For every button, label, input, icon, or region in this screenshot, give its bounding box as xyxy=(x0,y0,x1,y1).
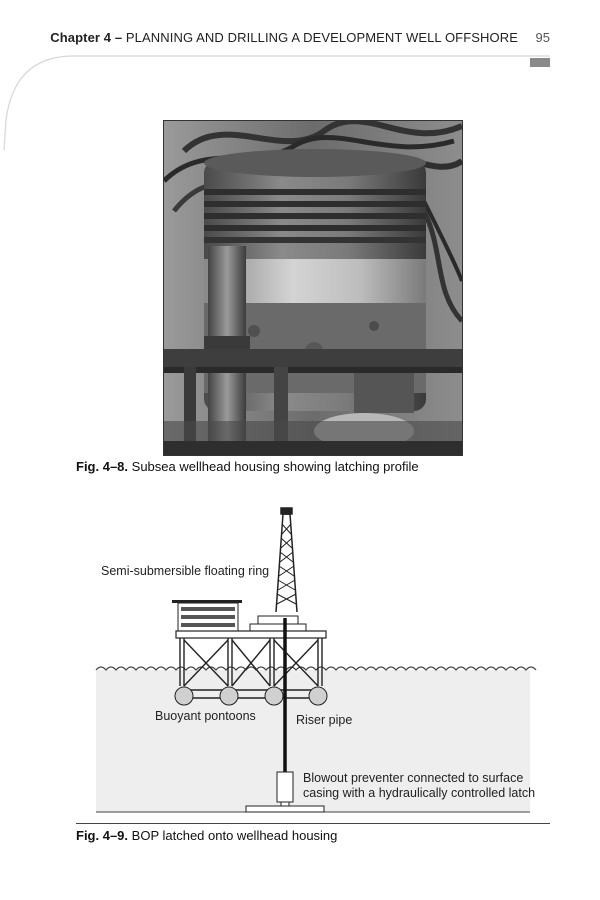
figure-caption xyxy=(76,459,419,474)
rig-label: Semi-submersible floating ring xyxy=(101,564,270,578)
bop-label xyxy=(303,771,535,801)
chapter-title: PLANNING AND DRILLING A DEVELOPMENT WELL OFFSHORE xyxy=(125,30,518,45)
chapter-heading xyxy=(50,30,518,45)
figure-bottom-rule xyxy=(76,823,550,824)
wellhead-latch xyxy=(281,802,289,806)
figure-caption-text: BOP latched onto wellhead housing xyxy=(131,828,338,843)
figure-number: Fig. 4–8. xyxy=(76,459,129,474)
wellhead-photo-illustration xyxy=(164,121,462,455)
figure-caption-text: Subsea wellhead housing showing latching profile xyxy=(131,459,419,474)
pontoons-label: Buoyant pontoons xyxy=(155,709,256,723)
living-quarters xyxy=(172,600,242,631)
bop-label-line-2: casing with a hydraulically controlled latch xyxy=(303,786,536,800)
rig-deck xyxy=(176,631,326,638)
wellhead-base-plate xyxy=(246,806,324,812)
sea-surface-waves xyxy=(96,667,536,670)
figure-number: Fig. 4–9. xyxy=(76,828,129,843)
page-number: 95 xyxy=(535,30,550,45)
chapter-label: Chapter 4 – xyxy=(50,30,123,45)
blowout-preventer xyxy=(277,772,293,802)
wellhead-housing-photo xyxy=(163,120,463,456)
page-header xyxy=(0,28,600,48)
section-tab-marker xyxy=(530,58,550,67)
figure-caption xyxy=(76,828,337,843)
bop-label-line-1: Blowout preventer connected to surface xyxy=(303,771,524,785)
riser-label: Riser pipe xyxy=(296,713,353,727)
drilling-derrick xyxy=(276,508,297,612)
